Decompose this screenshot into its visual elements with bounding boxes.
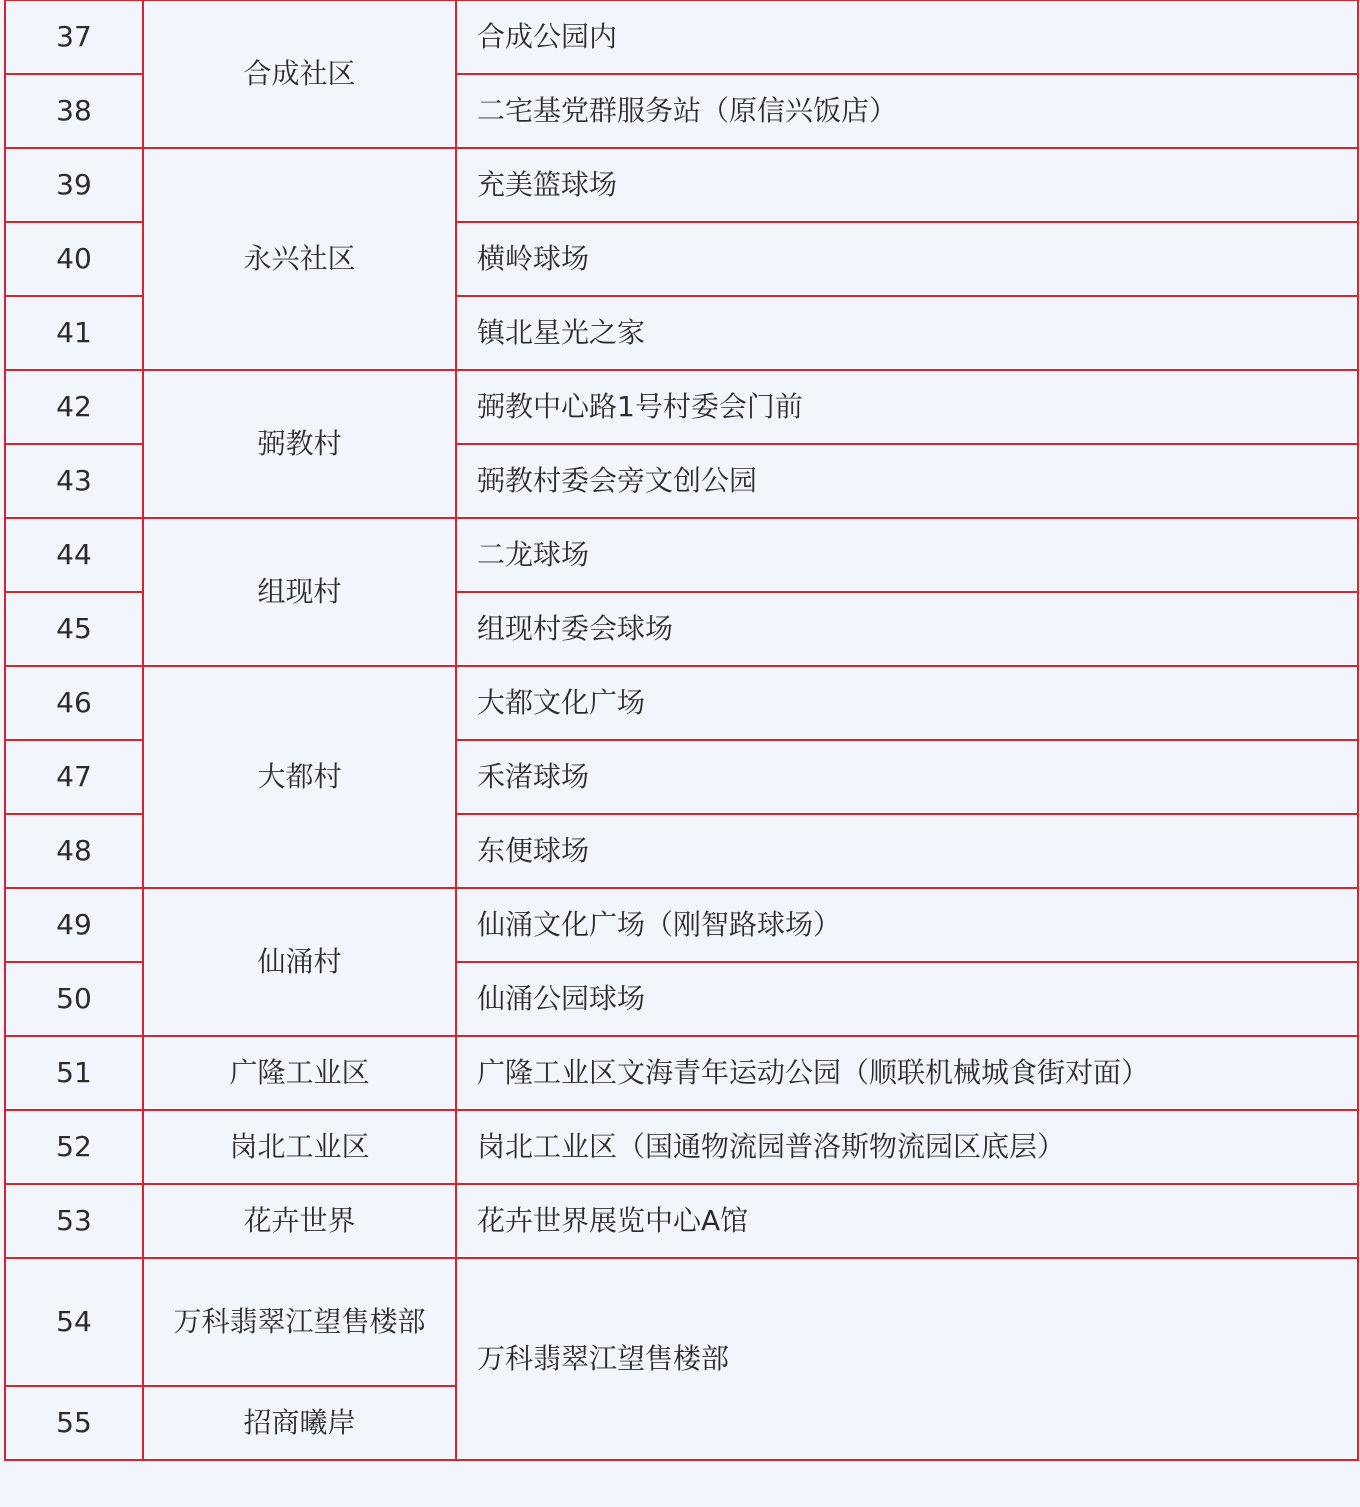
- community-cell: 合成社区: [143, 0, 456, 148]
- table-row: [5, 1036, 1358, 1110]
- row-number: 39: [5, 148, 143, 222]
- row-number: 54: [5, 1258, 143, 1386]
- site-cell: 横岭球场: [456, 222, 1358, 296]
- site-cell: 仙涌文化广场（刚智路球场）: [456, 888, 1358, 962]
- site-cell: 合成公园内: [456, 0, 1358, 74]
- site-cell: 大都文化广场: [456, 666, 1358, 740]
- row-number: 40: [5, 222, 143, 296]
- site-cell: 禾渚球场: [456, 740, 1358, 814]
- site-cell: 万科翡翠江望售楼部: [456, 1258, 1358, 1460]
- community-cell: 万科翡翠江望售楼部: [143, 1258, 456, 1386]
- site-cell: 广隆工业区文海青年运动公园（顺联机械城食街对面）: [456, 1036, 1358, 1110]
- row-number: 50: [5, 962, 143, 1036]
- table-row: [5, 1110, 1358, 1184]
- table-row: [5, 0, 1358, 74]
- row-number: 48: [5, 814, 143, 888]
- row-number: 43: [5, 444, 143, 518]
- site-cell: 二宅基党群服务站（原信兴饭店）: [456, 74, 1358, 148]
- table-row: [5, 148, 1358, 222]
- row-number: 42: [5, 370, 143, 444]
- row-number: 52: [5, 1110, 143, 1184]
- site-cell: 镇北星光之家: [456, 296, 1358, 370]
- community-cell: 永兴社区: [143, 148, 456, 370]
- community-cell: 招商曦岸: [143, 1386, 456, 1460]
- site-cell: 花卉世界展览中心A馆: [456, 1184, 1358, 1258]
- row-number: 46: [5, 666, 143, 740]
- table-row: [5, 1258, 1358, 1386]
- table-row: [5, 370, 1358, 444]
- row-number: 53: [5, 1184, 143, 1258]
- table-row: [5, 518, 1358, 592]
- community-cell: 大都村: [143, 666, 456, 888]
- row-number: 51: [5, 1036, 143, 1110]
- site-cell: 二龙球场: [456, 518, 1358, 592]
- venue-table: [4, 0, 1359, 1461]
- community-cell: 岗北工业区: [143, 1110, 456, 1184]
- site-cell: 弼教村委会旁文创公园: [456, 444, 1358, 518]
- community-cell: 组现村: [143, 518, 456, 666]
- row-number: 44: [5, 518, 143, 592]
- community-cell: 广隆工业区: [143, 1036, 456, 1110]
- community-cell: 仙涌村: [143, 888, 456, 1036]
- community-cell: 弼教村: [143, 370, 456, 518]
- row-number: 49: [5, 888, 143, 962]
- site-cell: 岗北工业区（国通物流园普洛斯物流园区底层）: [456, 1110, 1358, 1184]
- row-number: 37: [5, 0, 143, 74]
- row-number: 45: [5, 592, 143, 666]
- site-cell: 东便球场: [456, 814, 1358, 888]
- table-row: [5, 888, 1358, 962]
- row-number: 47: [5, 740, 143, 814]
- site-cell: 充美篮球场: [456, 148, 1358, 222]
- site-cell: 仙涌公园球场: [456, 962, 1358, 1036]
- row-number: 55: [5, 1386, 143, 1460]
- row-number: 41: [5, 296, 143, 370]
- table-row: [5, 1184, 1358, 1258]
- site-cell: 组现村委会球场: [456, 592, 1358, 666]
- community-cell: 花卉世界: [143, 1184, 456, 1258]
- site-cell: 弼教中心路1号村委会门前: [456, 370, 1358, 444]
- row-number: 38: [5, 74, 143, 148]
- table-row: [5, 666, 1358, 740]
